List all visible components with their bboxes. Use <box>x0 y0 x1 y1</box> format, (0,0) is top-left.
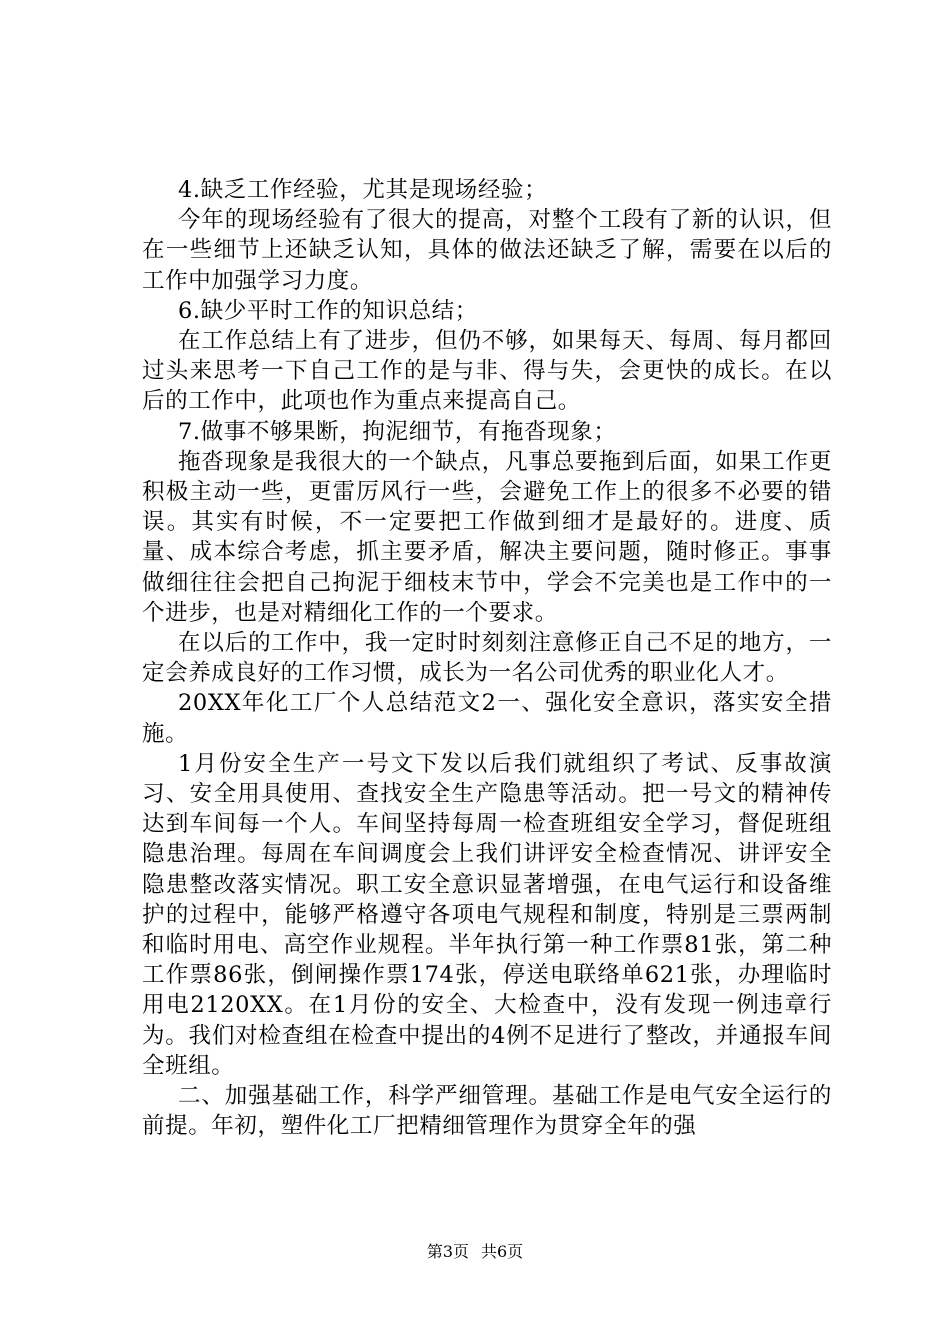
paragraph-item-7-heading: 7.做事不够果断，拘泥细节，有拖沓现象； <box>178 418 617 445</box>
paragraph-summary: 在工作总结上有了进步，但仍不够，如果每天、每周、每月都回过头来思考一下自己工作的是与非、得与失，会更快的成长。在以后的工作中，此项也作为重点来提高自己。 <box>142 328 832 415</box>
paragraph-basic-work: 二、加强基础工作，科学严细管理。基础工作是电气安全运行的前提。年初，塑件化工厂把精细管理作为贯穿全年的强 <box>142 1083 832 1140</box>
paragraph-experience: 今年的现场经验有了很大的提高，对整个工段有了新的认识，但在一些细节上还缺乏认知，具体的做法还缺乏了解，需要在以后的工作中加强学习力度。 <box>142 207 832 294</box>
page-number: 第3页 <box>426 1242 469 1261</box>
paragraph-future-work: 在以后的工作中，我一定时时刻刻注意修正自己不足的地方，一定会养成良好的工作习惯，成长为一名公司优秀的职业化人才。 <box>142 630 832 687</box>
paragraph-item-6-heading: 6.缺少平时工作的知识总结； <box>178 297 478 324</box>
paragraph-sample-2-title: 20XX年化工厂个人总结范文2一、强化安全意识，落实安全措施。 <box>142 690 832 747</box>
document-body <box>142 175 832 1142</box>
page-total: 共6页 <box>481 1242 524 1261</box>
page-footer <box>0 1242 950 1262</box>
paragraph-procrastination: 拖沓现象是我很大的一个缺点，凡事总要拖到后面，如果工作更积极主动一些，更雷厉风行一些，会避免工作上的很多不必要的错误。其实有时候，不一定要把工作做到细才是最好的。进度、质量、成本综合考虑，抓主要矛盾，解决主要问题，随时修正。事事做细往往会把自己拘泥于细枝末节中，学会不完美也是工作中的一个进步，也是对精细化工作的一个要求。 <box>142 448 832 626</box>
paragraph-safety-activities: 1月份安全生产一号文下发以后我们就组织了考试、反事故演习、安全用具使用、查找安全生产隐患等活动。把一号文的精神传达到车间每一个人。车间坚持每周一检查班组安全学习，督促班组隐患治理。每周在车间调度会上我们讲评安全检查情况、讲评安全隐患整改落实情况。职工安全意识显著增强，在电气运行和设备维护的过程中，能够严格遵守各项电气规程和制度，特别是三票两制和临时用电、高空作业规程。半年执行第一种工作票81张，第二种工作票86张，倒闸操作票174张，停送电联络单621张，办理临时用电2120XX。在1月份的安全、大检查中，没有发现一例违章行为。我们对检查组在检查中提出的4例不足进行了整改，并通报车间全班组。 <box>142 750 832 1079</box>
paragraph-item-4-heading: 4.缺乏工作经验，尤其是现场经验； <box>178 177 548 203</box>
